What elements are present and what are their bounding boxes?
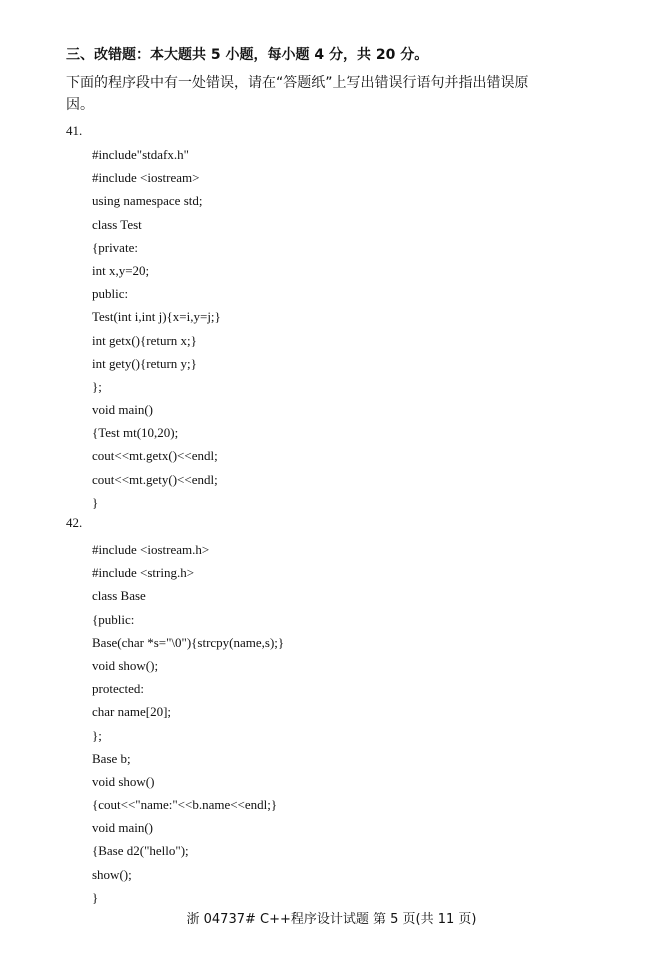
- code-line: using namespace std;: [92, 193, 203, 209]
- code-line: {Test mt(10,20);: [92, 425, 179, 441]
- code-line: void show(): [92, 773, 155, 789]
- code-line: void show();: [92, 657, 159, 673]
- code-line: };: [92, 378, 102, 394]
- code-line: #include <string.h>: [92, 565, 195, 581]
- code-line: int gety(){return y;}: [92, 355, 197, 371]
- section-title: 三、改错题：本大题共 5 小题，每小题 4 分，共 20 分。: [66, 47, 429, 63]
- code-line: };: [92, 727, 102, 743]
- question-42-number: 42.: [66, 515, 83, 530]
- question-42-code: [92, 538, 284, 909]
- code-line: void main(): [92, 820, 154, 836]
- code-line: cout<<mt.getx()<<endl;: [92, 448, 218, 464]
- instruction-text: 下面的程序段中有一处错误，请在“答题纸”上写出错误行语句并指出错误原因。: [66, 75, 529, 113]
- question-41-code: [92, 143, 221, 514]
- code-line: Base(char *s="\0"){strcpy(name,s);}: [92, 634, 285, 650]
- code-line: }: [92, 889, 99, 905]
- code-line: #include <iostream>: [92, 170, 200, 186]
- code-line: cout<<mt.gety()<<endl;: [92, 471, 218, 487]
- code-line: {private:: [92, 239, 138, 255]
- code-line: class Base: [92, 588, 146, 604]
- code-line: }: [92, 494, 99, 510]
- page-footer: 浙 04737# C++程序设计试题 第 5 页(共 11 页): [186, 912, 477, 927]
- code-line: public:: [92, 286, 129, 302]
- code-line: Base b;: [92, 750, 131, 766]
- code-line: void main(): [92, 402, 154, 418]
- code-line: #include"stdafx.h": [92, 147, 189, 162]
- code-line: {Base d2("hello");: [92, 843, 189, 859]
- question-41-number: 41.: [66, 123, 83, 138]
- code-line: {cout<<"name:"<<b.name<<endl;}: [92, 797, 278, 813]
- code-line: int getx(){return x;}: [92, 332, 197, 348]
- code-line: class Test: [92, 216, 142, 232]
- code-line: #include <iostream.h>: [92, 542, 210, 557]
- code-line: Test(int i,int j){x=i,y=j;}: [92, 309, 221, 325]
- code-line: protected:: [92, 681, 144, 697]
- code-line: show();: [92, 866, 132, 882]
- code-line: int x,y=20;: [92, 262, 150, 278]
- code-line: {public:: [92, 611, 135, 627]
- code-line: char name[20];: [92, 704, 172, 720]
